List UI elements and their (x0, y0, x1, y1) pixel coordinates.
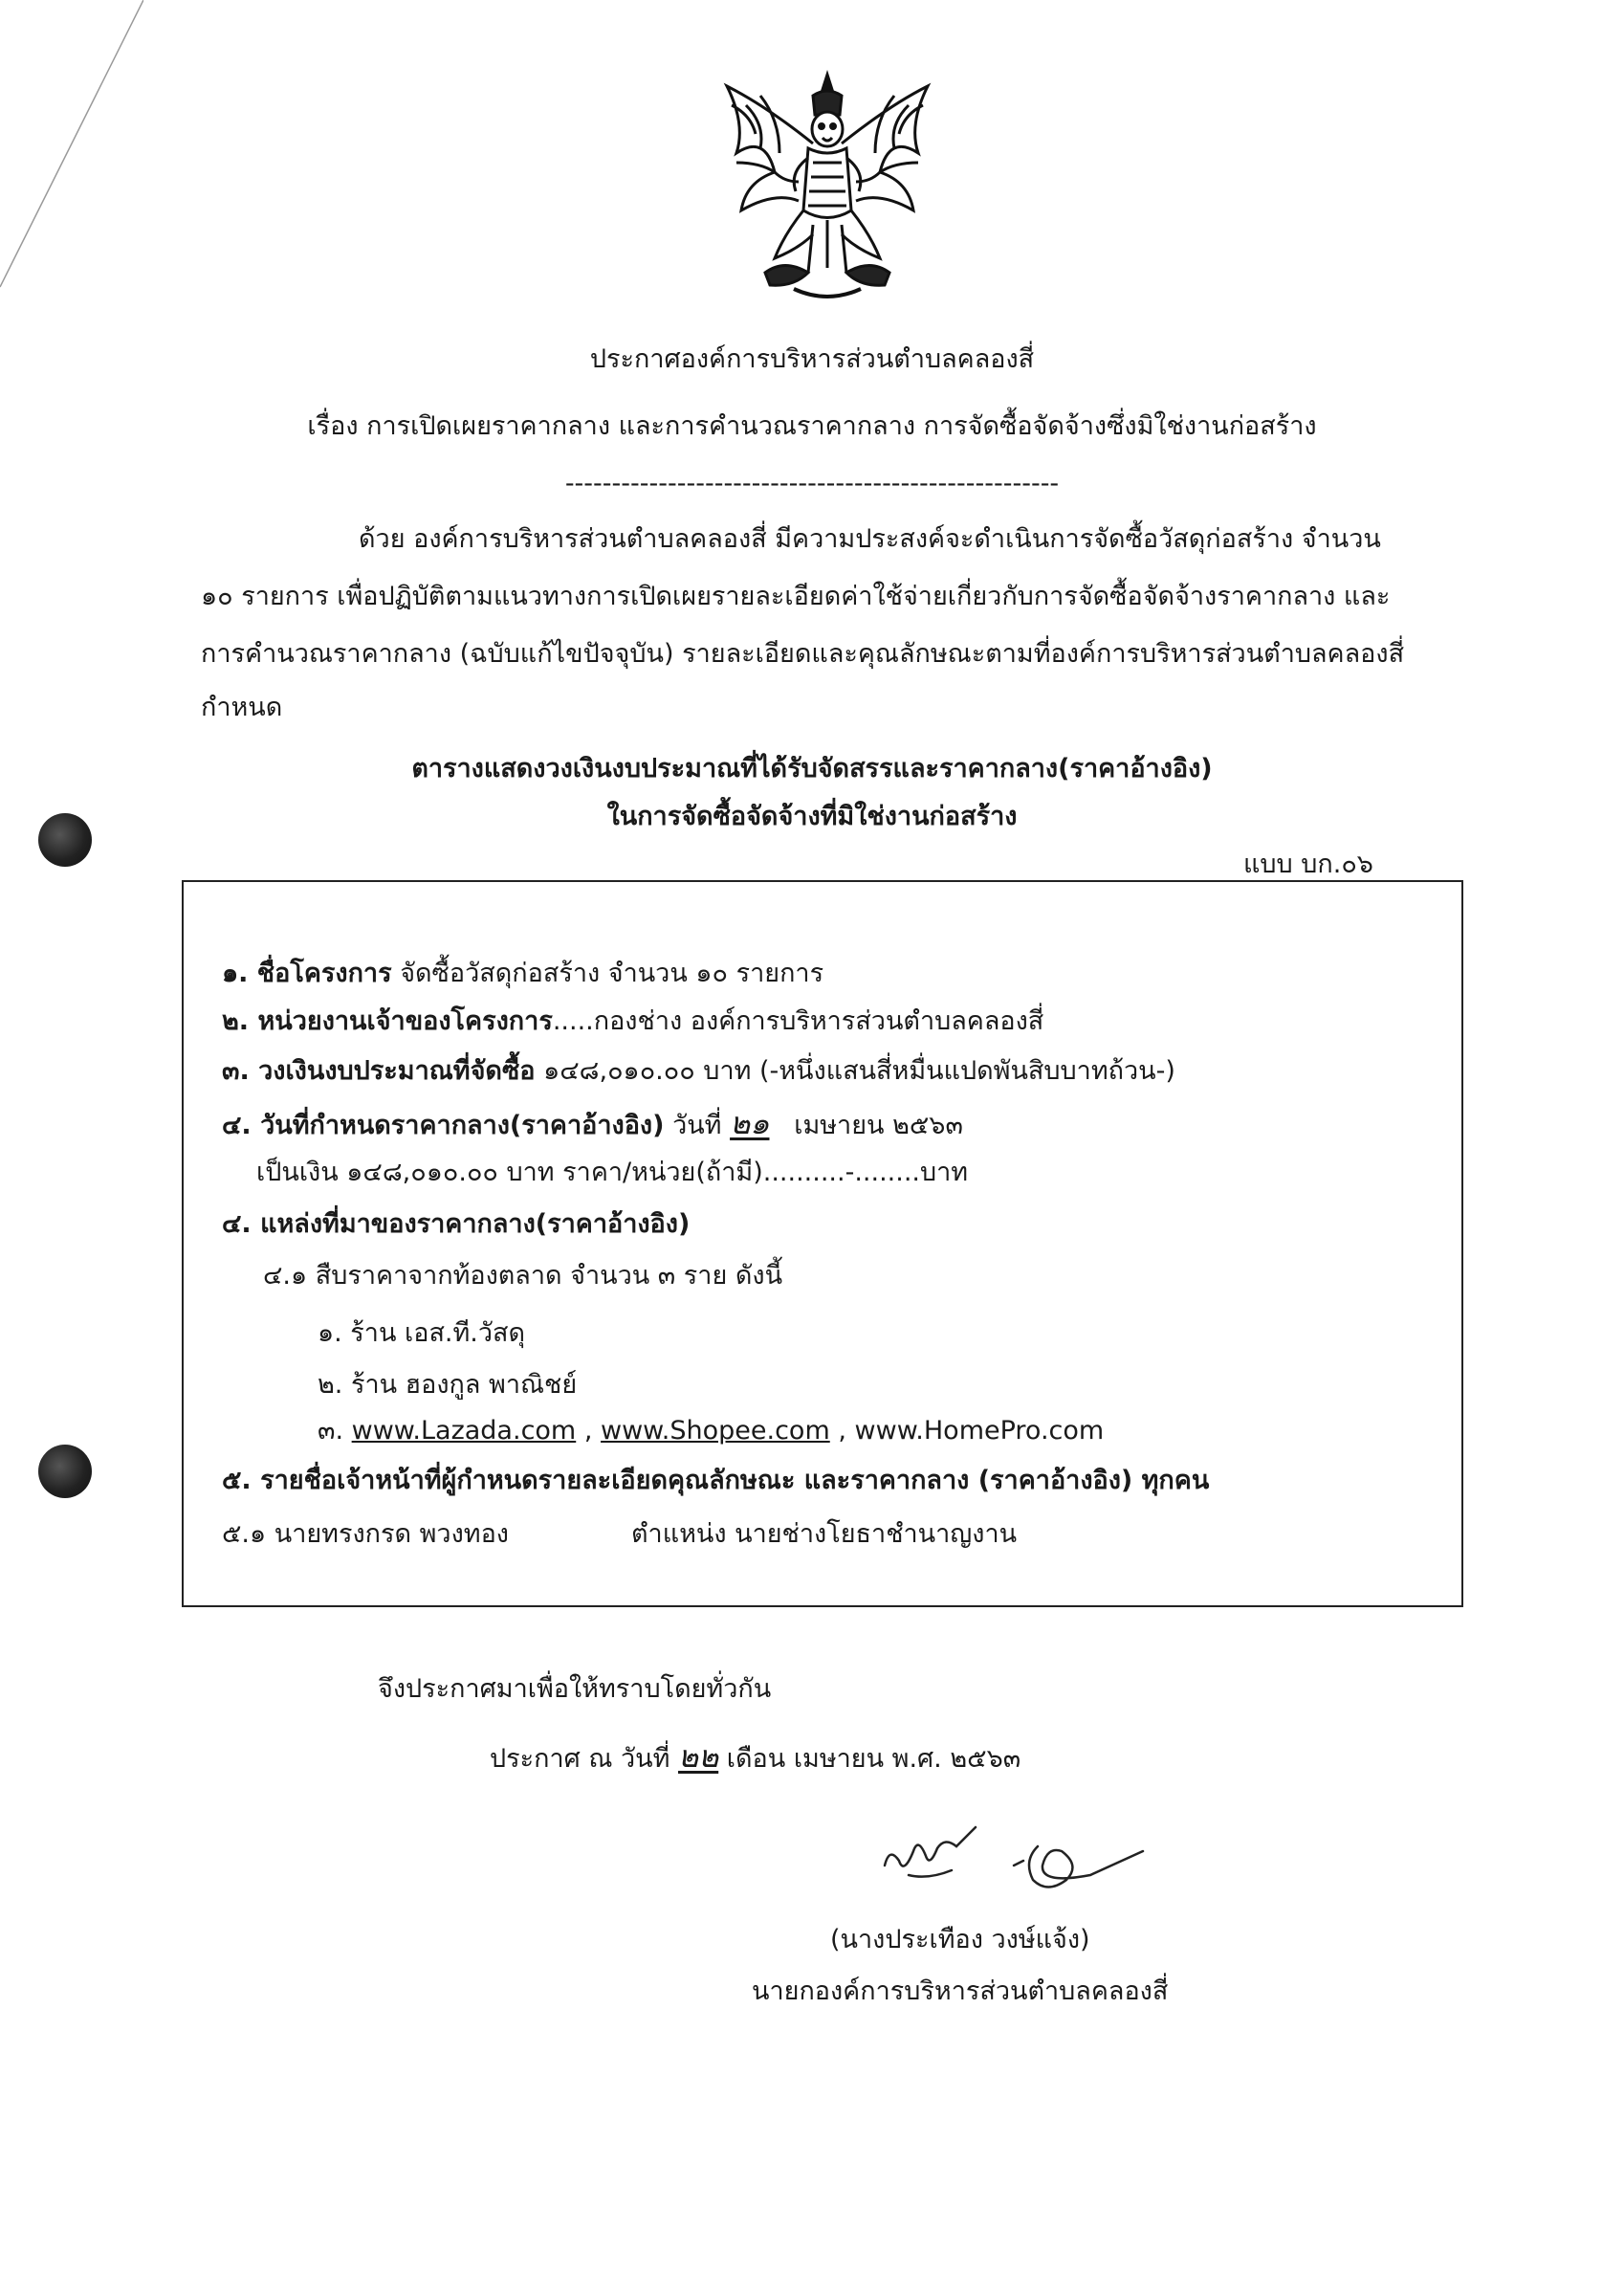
item-owner-unit (222, 1004, 1043, 1039)
lazada-link[interactable]: www.Lazada.com (351, 1416, 577, 1446)
item-owner-label: ๒. หน่วยงานเจ้าของโครงการ (222, 1006, 553, 1036)
announcement-date (490, 1739, 1020, 1777)
item-budget-value: ๑๔๘,๐๑๐.๐๐ บาท (-หนึ่งแสนสี่หมื่นแปดพันสิบบาทถ้วน-) (543, 1056, 1175, 1086)
handwritten-date-day: ๒๒ (678, 1738, 719, 1775)
item-reference-date (222, 1106, 963, 1143)
signer-name: (นางประเทือง วงษ์แจ้ง) (830, 1925, 1090, 1954)
intro-line-2: ๑๐ รายการ เพื่อปฏิบัติตามแนวทางการเปิดเผยรายละเอียดค่าใช้จ่ายเกี่ยวกับการจัดซื้อจัดจ้างราคากลาง และ (201, 582, 1391, 611)
source-shop-1: ๑. ร้าน เอส.ที.วัสดุ (318, 1318, 526, 1348)
homepro-link: www.HomePro.com (854, 1416, 1105, 1446)
separator-line: ----------------------------------------------------- (564, 469, 1060, 498)
item-price-source-label: ๔. แหล่งที่มาของราคากลาง(ราคาอ้างอิง) (222, 1209, 691, 1239)
item-owner-value: .....กองช่าง องค์การบริหารส่วนตำบลคลองสี่ (552, 1006, 1044, 1036)
item-budget-label: ๓. วงเงินงบประมาณที่จัดซื้อ (222, 1056, 536, 1086)
paper-crease (0, 0, 143, 316)
date-suffix: เดือน เมษายน พ.ศ. ๒๕๖๓ (726, 1744, 1021, 1774)
officer-position: ตำแหน่ง นายช่างโยธาชำนาญงาน (631, 1519, 1018, 1549)
item-project-value: จัดซื้อวัสดุก่อสร้าง จำนวน ๑๐ รายการ (400, 959, 824, 988)
source-3-prefix: ๓. (318, 1416, 344, 1446)
shopee-link[interactable]: www.Shopee.com (601, 1416, 830, 1446)
handwritten-day: ๒๑ (730, 1105, 770, 1141)
item-reference-month-year: เมษายน ๒๕๖๓ (794, 1111, 963, 1140)
subject-line: เรื่อง การเปิดเผยราคากลาง และการคำนวณราคากลาง การจัดซื้อจัดจ้างซึ่งมิใช่งานก่อสร้าง (307, 411, 1317, 441)
closing-statement: จึงประกาศมาเพื่อให้ทราบโดยทั่วกัน (378, 1674, 772, 1704)
item-reference-day-prefix: วันที่ (672, 1111, 722, 1140)
signer-title: นายกองค์การบริหารส่วนตำบลคลองสี่ (752, 1976, 1169, 2006)
item-reference-date-label: ๔. วันที่กำหนดราคากลาง(ราคาอ้างอิง) (222, 1111, 665, 1140)
source-sep-1: , (583, 1416, 593, 1446)
item-price-source-sub: ๔.๑ สืบราคาจากท้องตลาด จำนวน ๓ ราย ดังนี้ (263, 1261, 783, 1291)
item-reference-amount: เป็นเงิน ๑๔๘,๐๑๐.๐๐ บาท ราคา/หน่วย(ถ้ามี)..........-........บาท (256, 1158, 969, 1187)
punch-hole-bottom (38, 1445, 92, 1498)
item-project-name (222, 957, 823, 991)
source-sep-2: , (838, 1416, 846, 1446)
garuda-emblem-icon (708, 67, 947, 311)
form-code: แบบ บก.๐๖ (1243, 850, 1373, 879)
item-project-label: ๑. ชื่อโครงการ (222, 959, 392, 988)
table-title-line-1: ตารางแสดงวงเงินงบประมาณที่ได้รับจัดสรรและราคากลาง(ราคาอ้างอิง) (411, 754, 1213, 784)
intro-line-3: การคำนวณราคากลาง (ฉบับแก้ไขปัจจุบัน) รายละเอียดและคุณลักษณะตามที่องค์การบริหารส่วนตำบลคลองสี่ (201, 639, 1405, 669)
source-shop-2: ๒. ร้าน ฮองกูล พาณิชย์ (318, 1370, 578, 1400)
item-officers-label: ๕. รายชื่อเจ้าหน้าที่ผู้กำหนดรายละเอียดคุณลักษณะ และราคากลาง (ราคาอ้างอิง) ทุกคน (222, 1466, 1210, 1495)
source-online-shops (318, 1414, 1104, 1448)
officer-name: ๕.๑ นายทรงกรด พวงทอง (222, 1519, 509, 1549)
date-prefix: ประกาศ ณ วันที่ (490, 1744, 670, 1774)
item-budget (222, 1054, 1175, 1089)
page-title: ประกาศองค์การบริหารส่วนตำบลคลองสี่ (589, 344, 1035, 374)
handwritten-signature-icon (870, 1808, 1157, 1913)
intro-line-4: กำหนด (201, 693, 283, 722)
table-title-line-2: ในการจัดซื้อจัดจ้างที่มิใช่งานก่อสร้าง (606, 802, 1018, 831)
intro-line-1: ด้วย องค์การบริหารส่วนตำบลคลองสี่ มีความประสงค์จะดำเนินการจัดซื้อวัสดุก่อสร้าง จำนวน (359, 524, 1381, 554)
